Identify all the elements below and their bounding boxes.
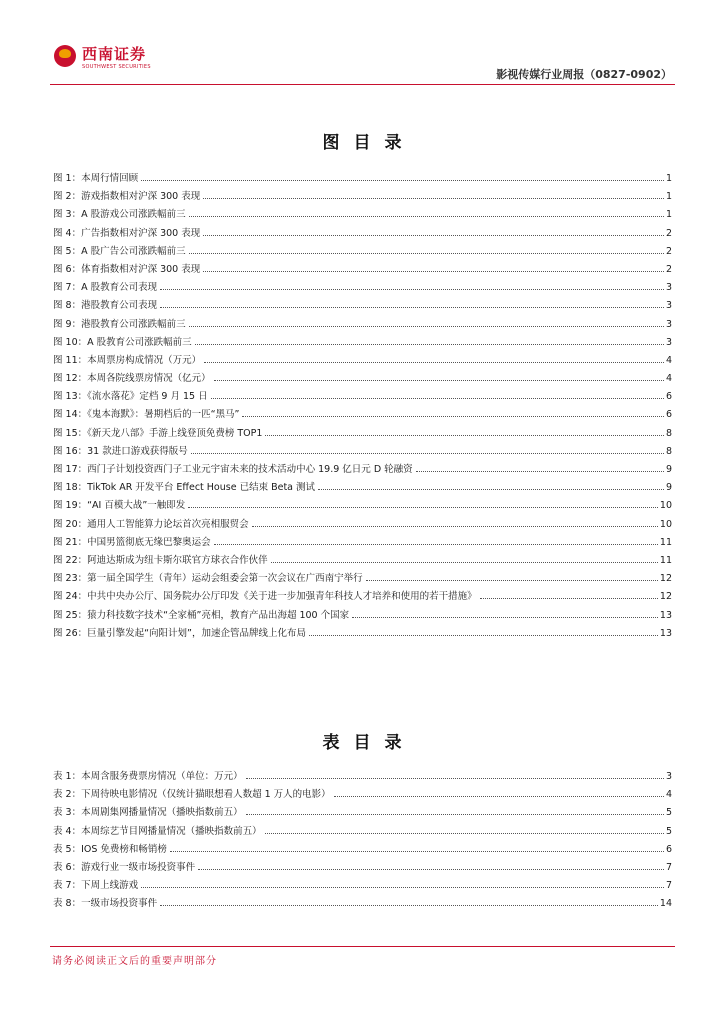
toc-entry-label: 图 22：阿迪达斯成为纽卡斯尔联官方球衣合作伙伴 bbox=[53, 554, 268, 566]
toc-leader-dots bbox=[366, 569, 658, 581]
toc-entry[interactable] bbox=[53, 169, 672, 187]
toc-entry-label: 图 8：港股教育公司表现 bbox=[53, 300, 158, 312]
toc-entry-page: 1 bbox=[665, 191, 672, 203]
toc-entry[interactable] bbox=[53, 242, 672, 260]
toc-entry-label: 图 2：游戏指数相对沪深 300 表现 bbox=[53, 191, 201, 203]
toc-entry[interactable] bbox=[53, 205, 672, 223]
disclaimer-notice[interactable]: 请务必阅读正文后的重要声明部分 bbox=[52, 956, 217, 967]
toc-entry-page: 12 bbox=[659, 573, 672, 585]
toc-entry-page: 3 bbox=[665, 336, 672, 348]
toc-entry-page: 9 bbox=[665, 482, 672, 494]
toc-leader-dots bbox=[214, 533, 658, 545]
toc-entry-label: 图 14：《鬼本海默》：暑期档后的一匹“黑马” bbox=[53, 409, 240, 421]
toc-entry-page: 2 bbox=[665, 227, 672, 239]
toc-leader-dots bbox=[211, 387, 664, 399]
toc-leader-dots bbox=[204, 351, 664, 363]
figures-toc bbox=[53, 169, 672, 642]
toc-entry-label: 表 3：本周剧集网播量情况（播映指数前五） bbox=[53, 807, 243, 819]
toc-leader-dots bbox=[265, 822, 664, 834]
toc-entry-label: 表 8：一级市场投资事件 bbox=[53, 898, 158, 910]
toc-entry[interactable] bbox=[53, 296, 672, 314]
toc-entry-page: 14 bbox=[659, 898, 672, 910]
toc-entry-page: 7 bbox=[665, 880, 672, 892]
toc-leader-dots bbox=[160, 894, 658, 906]
tables-toc-title: 表目录 bbox=[322, 733, 416, 753]
toc-entry[interactable] bbox=[53, 785, 672, 803]
toc-entry-label: 图 11：本周票房构成情况（万元） bbox=[53, 354, 202, 366]
toc-entry[interactable] bbox=[53, 858, 672, 876]
toc-entry-page: 1 bbox=[665, 173, 672, 184]
toc-entry-page: 4 bbox=[665, 789, 672, 801]
toc-leader-dots bbox=[141, 169, 664, 181]
toc-entry-page: 6 bbox=[665, 843, 672, 855]
company-logo-icon bbox=[54, 45, 76, 67]
toc-leader-dots bbox=[203, 187, 664, 199]
toc-leader-dots bbox=[189, 205, 664, 217]
toc-entry[interactable] bbox=[53, 460, 672, 478]
toc-leader-dots bbox=[265, 424, 664, 436]
toc-entry-label: 图 1：本周行情回顾 bbox=[53, 173, 139, 184]
toc-entry-page: 8 bbox=[665, 445, 672, 457]
toc-entry[interactable] bbox=[53, 822, 672, 840]
toc-entry[interactable] bbox=[53, 551, 672, 569]
toc-entry[interactable] bbox=[53, 767, 672, 785]
toc-entry[interactable] bbox=[53, 569, 672, 587]
toc-entry-label: 图 18：TikTok AR 开发平台 Effect House 已结束 Beta 测试 bbox=[53, 482, 316, 494]
toc-entry-page: 10 bbox=[659, 518, 672, 530]
toc-entry-page: 3 bbox=[665, 282, 672, 294]
toc-entry-page: 13 bbox=[659, 627, 672, 639]
toc-entry[interactable] bbox=[53, 876, 672, 894]
toc-entry-label: 图 25：猿力科技数字技术“全家桶”亮相，教育产品出海超 100 个国家 bbox=[53, 609, 350, 621]
toc-entry-page: 3 bbox=[665, 300, 672, 312]
toc-leader-dots bbox=[480, 587, 658, 599]
toc-entry-label: 图 6：体育指数相对沪深 300 表现 bbox=[53, 263, 201, 275]
toc-entry-page: 13 bbox=[659, 609, 672, 621]
toc-entry-label: 图 20：通用人工智能算力论坛首次亮相服贸会 bbox=[53, 518, 249, 530]
toc-leader-dots bbox=[189, 242, 664, 254]
toc-entry-page: 8 bbox=[665, 427, 672, 439]
toc-entry[interactable] bbox=[53, 387, 672, 405]
toc-entry-page: 9 bbox=[665, 464, 672, 475]
toc-entry-page: 10 bbox=[659, 500, 672, 512]
toc-entry[interactable] bbox=[53, 424, 672, 442]
toc-leader-dots bbox=[252, 515, 658, 527]
toc-entry-page: 11 bbox=[659, 554, 672, 566]
toc-entry-page: 11 bbox=[659, 536, 672, 548]
page-header bbox=[0, 0, 724, 86]
toc-entry-label: 图 15：《新天龙八部》手游上线登顶免费榜 TOP1 bbox=[53, 427, 263, 439]
toc-leader-dots bbox=[198, 858, 664, 870]
toc-leader-dots bbox=[189, 315, 664, 327]
toc-entry[interactable] bbox=[53, 187, 672, 205]
figures-toc-title: 图目录 bbox=[322, 133, 416, 153]
toc-entry-label: 图 13：《流水落花》定档 9 月 15 日 bbox=[53, 391, 208, 403]
company-name-cn: 西南证券 bbox=[82, 45, 147, 63]
toc-entry[interactable] bbox=[53, 624, 672, 642]
toc-entry[interactable] bbox=[53, 840, 672, 858]
toc-entry-page: 3 bbox=[665, 318, 672, 330]
toc-entry-page: 2 bbox=[665, 263, 672, 275]
toc-entry-label: 表 7：下周上线游戏 bbox=[53, 880, 139, 892]
toc-entry-label: 图 3：A 股游戏公司涨跌幅前三 bbox=[53, 209, 186, 221]
toc-entry[interactable] bbox=[53, 351, 672, 369]
toc-entry[interactable] bbox=[53, 369, 672, 387]
toc-entry[interactable] bbox=[53, 803, 672, 821]
toc-entry-label: 图 7：A 股教育公司表现 bbox=[53, 282, 158, 294]
toc-entry-page: 4 bbox=[665, 354, 672, 366]
toc-leader-dots bbox=[160, 296, 664, 308]
toc-leader-dots bbox=[318, 478, 664, 490]
header-divider bbox=[50, 84, 675, 85]
toc-entry-label: 图 23：第一届全国学生（青年）运动会组委会第一次会议在广西南宁举行 bbox=[53, 573, 363, 585]
report-title: 影视传媒行业周报（0827-0902） bbox=[496, 68, 672, 81]
toc-leader-dots bbox=[188, 496, 658, 508]
toc-entry-label: 图 17：西门子计划投资西门子工业元宇宙未来的技术活动中心 19.9 亿日元 D 轮融资 bbox=[53, 464, 413, 475]
toc-entry-label: 表 5：IOS 免费榜和畅销榜 bbox=[53, 843, 167, 855]
toc-entry-page: 6 bbox=[665, 409, 672, 421]
toc-entry[interactable] bbox=[53, 533, 672, 551]
toc-entry-label: 图 21：中国男篮彻底无缘巴黎奥运会 bbox=[53, 536, 211, 548]
toc-leader-dots bbox=[352, 606, 658, 618]
toc-leader-dots bbox=[170, 840, 664, 852]
toc-entry[interactable] bbox=[53, 333, 672, 351]
toc-entry-page: 1 bbox=[665, 209, 672, 221]
toc-leader-dots bbox=[203, 260, 664, 272]
toc-entry[interactable] bbox=[53, 405, 672, 423]
toc-entry[interactable] bbox=[53, 278, 672, 296]
toc-entry-label: 表 4：本周综艺节目网播量情况（播映指数前五） bbox=[53, 825, 262, 837]
toc-leader-dots bbox=[309, 624, 658, 636]
toc-leader-dots bbox=[271, 551, 658, 563]
tables-toc bbox=[53, 767, 672, 913]
toc-entry[interactable] bbox=[53, 260, 672, 278]
toc-entry[interactable] bbox=[53, 894, 672, 912]
toc-entry-label: 表 1：本周含服务费票房情况（单位：万元） bbox=[53, 771, 243, 782]
toc-leader-dots bbox=[242, 405, 664, 417]
toc-entry-page: 2 bbox=[665, 245, 672, 257]
toc-entry-label: 图 9：港股教育公司涨跌幅前三 bbox=[53, 318, 186, 330]
toc-entry-label: 图 16：31 款进口游戏获得版号 bbox=[53, 445, 188, 457]
toc-entry-page: 6 bbox=[665, 391, 672, 403]
toc-leader-dots bbox=[191, 442, 664, 454]
toc-entry[interactable] bbox=[53, 224, 672, 242]
toc-entry[interactable] bbox=[53, 442, 672, 460]
toc-leader-dots bbox=[160, 278, 664, 290]
toc-leader-dots bbox=[246, 767, 664, 779]
toc-leader-dots bbox=[246, 803, 664, 815]
toc-leader-dots bbox=[203, 224, 664, 236]
toc-entry-label: 表 6：游戏行业一级市场投资事件 bbox=[53, 861, 196, 873]
toc-entry-label: 图 24：中共中央办公厅、国务院办公厅印发《关于进一步加强青年科技人才培养和使用的若干措施》 bbox=[53, 591, 477, 603]
toc-entry-page: 7 bbox=[665, 861, 672, 873]
toc-leader-dots bbox=[195, 333, 664, 345]
footer-divider bbox=[50, 946, 675, 947]
toc-entry[interactable] bbox=[53, 606, 672, 624]
toc-leader-dots bbox=[334, 785, 664, 797]
toc-entry-page: 4 bbox=[665, 373, 672, 385]
toc-entry-label: 图 10：A 股教育公司涨跌幅前三 bbox=[53, 336, 192, 348]
toc-leader-dots bbox=[416, 460, 664, 472]
toc-entry[interactable] bbox=[53, 587, 672, 605]
toc-entry[interactable] bbox=[53, 478, 672, 496]
toc-entry[interactable] bbox=[53, 515, 672, 533]
company-name-en: SOUTHWEST SECURITIES bbox=[82, 64, 151, 70]
toc-entry-page: 5 bbox=[665, 807, 672, 819]
toc-entry[interactable] bbox=[53, 496, 672, 514]
toc-entry-page: 12 bbox=[659, 591, 672, 603]
toc-entry-label: 图 19：“AI 百模大战”一触即发 bbox=[53, 500, 186, 512]
toc-entry-page: 3 bbox=[665, 771, 672, 782]
toc-leader-dots bbox=[141, 876, 664, 888]
toc-entry-label: 表 2：下周待映电影情况（仅统计猫眼想看人数超 1 万人的电影） bbox=[53, 789, 331, 801]
toc-entry-label: 图 12：本周各院线票房情况（亿元） bbox=[53, 373, 211, 385]
toc-entry-page: 5 bbox=[665, 825, 672, 837]
toc-entry-label: 图 4：广告指数相对沪深 300 表现 bbox=[53, 227, 201, 239]
toc-leader-dots bbox=[214, 369, 664, 381]
toc-entry-label: 图 26：巨量引擎发起“向阳计划”，加速企管品牌线上化布局 bbox=[53, 627, 306, 639]
toc-entry[interactable] bbox=[53, 315, 672, 333]
toc-entry-label: 图 5：A 股广告公司涨跌幅前三 bbox=[53, 245, 186, 257]
